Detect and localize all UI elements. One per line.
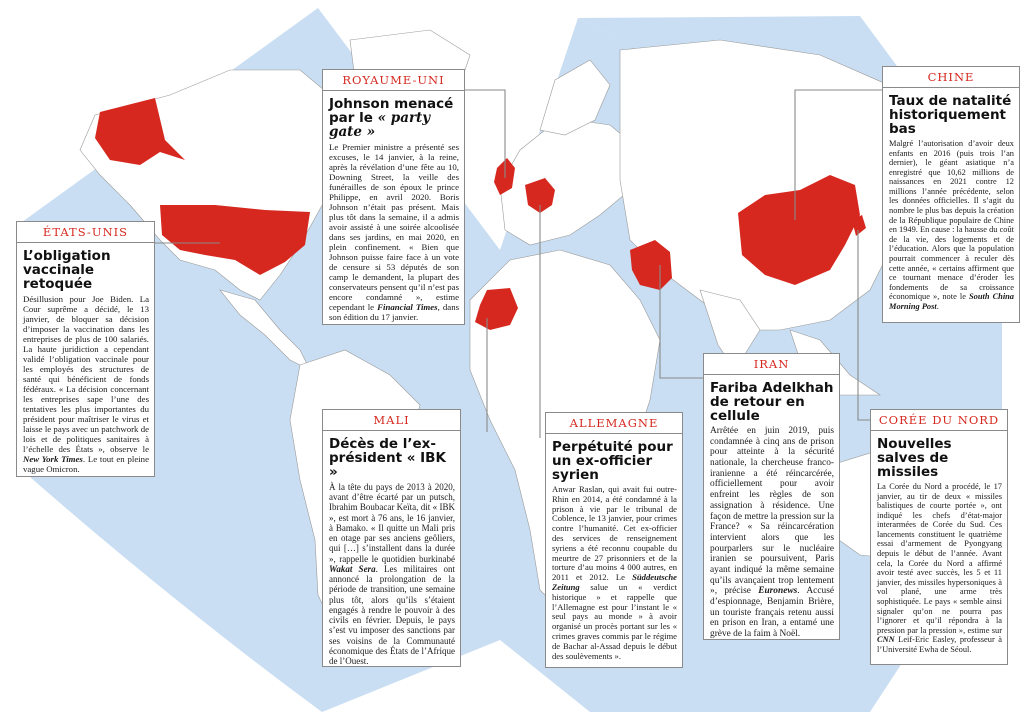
box-mali <box>322 409 461 667</box>
box-nkorea-headline: Nouvelles salves de missiles <box>877 436 952 480</box>
box-iran-label: IRAN <box>704 354 839 375</box>
box-mali-label: MALI <box>323 410 460 431</box>
box-uk-label: ROYAUME-UNI <box>323 70 464 91</box>
box-germany-source: Süddeutsche Zeitung <box>552 572 677 592</box>
box-china-headline: Taux de natalité historiquement bas <box>889 93 1012 137</box>
box-usa-body: Désillusion pour Joe Biden. La Cour suprême a décidé, le 13 janvier, de bloquer sa décision d’imposer la vaccination dans les entreprises de plus de 100 salariés. La haute juridiction a cependant validé l’obligation vaccinale pour les employés des structures de santé qui bénéficient de fonds fédéraux. « La décision concernant les entreprises sape l’une des tentatives les plus importantes du président pour maîtriser le virus et laisse le pays avec un patchwork de lois et de politiques sanitaires à l’échelle des États », observe le New York Times. Le tout en pleine vague Omicron. <box>23 294 149 475</box>
box-china-label: CHINE <box>883 67 1019 88</box>
box-china-source: South China Morning Post <box>889 292 1014 311</box>
leader-uk <box>465 90 505 178</box>
box-nkorea-body: La Corée du Nord a procédé, le 17 janvier, au tir de deux « missiles balistiques de courte portée », ont indiqué les chefs d’état-major interarmées de Corée du Sud. Ces lancements constituent le quatrième essai d’armement de Pyongyang depuis le début de l’année. Avant cela, la Corée du Nord a affirmé avoir testé avec succès, les 5 et 11 janvier, des missiles hypersoniques à vol plané, une arme très sophistiquée. Le pays « semble ainsi signaler qu’on ne pourra pas l’ignorer et qu’il répondra à la pression par la pression », estime sur CNN Leif-Eric Easley, professeur à l’Université Ewha de Séoul. <box>877 482 1002 654</box>
box-nkorea-label: CORÉE DU NORD <box>871 410 1007 431</box>
box-uk-body: Le Premier ministre a présenté ses excuses, le 14 janvier, à la reine, après la révélation d’une fête au 10, Downing Street, la veille des funérailles de son époux le prince Philippe, en avril 2020. Boris Johnson n’était pas présent. Mais plus tôt dans la semaine, il a admis avoir assisté à une soirée alcoolisée dans ses jardins, en mai 2020, en plein confinement. « Bien que Johnson puisse faire face à un vote de censure si 53 députés de son camp le demandent, la plupart des conservateurs pensent qu’il n’est pas encore condamné », estime cependant le Financial Times, dans son édition du 17 janvier. <box>329 142 460 323</box>
box-nkorea-source: CNN <box>877 635 895 645</box>
box-iran-body: Arrêtée en juin 2019, puis condamnée à cinq ans de prison pour atteinte à la sécurité nationale, la chercheuse franco-iranienne a été réincarcérée, officiellement pour avoir enfreint les règles de son assignation à résidence. Une façon de mettre la pression sur la France? « Sa réincarcération intervient alors que les pourparlers sur le nucléaire iranien se poursuivent, Paris ayant indiqué la même semaine qu’ils avançaient trop lentement », précise Euronews. Accusé d’espionnage, Benjamin Brière, un touriste français retenu aussi en prison en Iran, a entamé une grève de la faim à Noël. <box>710 426 834 640</box>
box-uk <box>322 69 465 325</box>
box-mali-source: Wakat Sera <box>329 563 376 574</box>
box-germany-label: ALLEMAGNE <box>546 413 682 434</box>
box-germany-body: Anwar Raslan, qui avait fui outre-Rhin en 2014, a été condamné à la prison à vie par le tribunal de Coblence, le 13 janvier, pour crimes contre l’humanité. Cet ex-officier des services de renseignement syriens a été reconnu coupable du meurtre de 27 prisonniers et de la torture d’au moins 4 000 autres, en 2011 et 2012. Le Süddeutsche Zeitung salue un « verdict historique » et rappelle que l’Allemagne est pour l’instant le « seul pays au monde » à avoir organisé un procès portant sur les « crimes graves commis par le régime de Bachar al-Assad depuis le début des soulèvements ». <box>552 484 677 661</box>
box-usa <box>16 221 155 477</box>
box-china-body: Malgré l’autorisation d’avoir deux enfants en 2016 (puis trois l’an dernier), le géant asiatique n’a enregistré que 10,62 millions de naissances en 2021 contre 12 millions l’année précédente, selon les données officielles. Il s’agit du nombre le plus bas depuis la création de la République populaire de Chine en 1949. En cause : la hausse du coût de la vie, des logements et de l’éducation. Alors que la population pourrait commencer à reculer dès cette année, « certains affirment que ce tournant menace d’éroder les fondements de sa croissance économique », note le South China Morning Post. <box>889 139 1014 311</box>
box-china <box>882 66 1020 323</box>
box-germany <box>545 412 683 668</box>
box-usa-source: New York Times <box>23 454 83 465</box>
box-mali-headline: Décès de l’ex-président « IBK » <box>329 436 446 480</box>
box-germany-headline: Perpétuité pour un ex-officier syrien <box>552 439 673 483</box>
box-uk-headline: Johnson menacé par le « party gate » <box>329 96 454 140</box>
box-mali-body: À la tête du pays de 2013 à 2020, avant d’être écarté par un putsch, Ibrahim Boubacar Keïta, dit « IBK », est mort à 76 ans, le 16 janvier, à Bamako. « Il quitte un Mali pris en otage par ses anciens geôliers, qui […] s’installent dans la durée », rappelle le quotidien burkinabé Wakat Sera. Les militaires ont annoncé la prolongation de la période de transition, une semaine plus tôt, alors qu’ils s’étaient engagés à rendre le pouvoir à des civils en février. Depuis, le pays s’est vu imposer des sanctions par ses voisins de la Communauté économique des États de l’Afrique de l’Ouest. <box>329 482 455 666</box>
box-iran-source: Euronews <box>758 586 798 597</box>
box-uk-source: Financial Times <box>377 302 438 313</box>
box-nkorea <box>870 409 1008 665</box>
box-iran <box>703 353 840 640</box>
box-usa-headline: L’obligation vaccinale retoquée <box>23 248 111 292</box>
box-usa-label: ÉTATS-UNIS <box>17 222 154 243</box>
box-iran-headline: Fariba Adelkhah de retour en cellule <box>710 380 834 424</box>
